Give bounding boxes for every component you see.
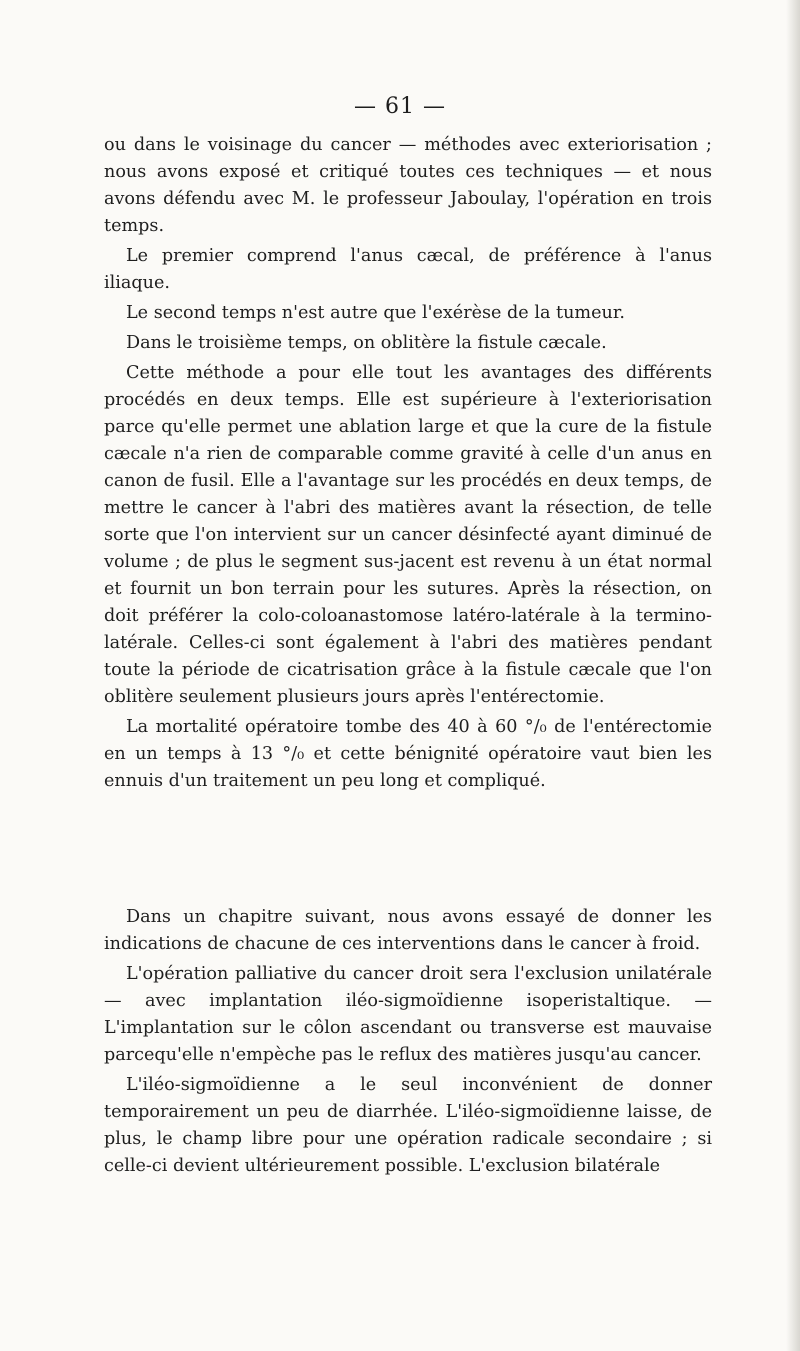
paragraph-5: Cette méthode a pour elle tout les avantages des différents procédés en deux temps. Elle est supérieure à l'exteriorisation parce qu'elle permet une ablation large et que la cure de la fistule cæcale n'a rien de comparable comme gravité à celle d'un anus en canon de fusil. Elle a l'avantage sur les procédés en deux temps, de mettre le cancer à l'abri des matières avant la résection, de telle sorte que l'on intervient sur un cancer désinfecté ayant diminué de volume ; de plus le segment sus-jacent est revenu à un état normal et fournit un bon terrain pour les sutures. Après la résection, on doit préférer la colo-coloanastomose latéro-latérale à la termino-latérale. Celles-ci sont également à l'abri des matières pendant toute la période de cicatrisation grâce à la fistule cæcale que l'on oblitère seulement plusieurs jours après l'entérectomie. [104, 363, 712, 707]
text-section-1 [104, 132, 712, 795]
paragraph-1: ou dans le voisinage du cancer — méthodes avec exteriorisation ; nous avons exposé et critiqué toutes ces techniques — et nous avons défendu avec M. le professeur Jaboulay, l'opération en trois temps. [104, 135, 712, 236]
paragraph-2: Le premier comprend l'anus cæcal, de préférence à l'anus iliaque. [104, 246, 712, 293]
paragraph-9: L'iléo-sigmoïdienne a le seul inconvénient de donner temporairement un peu de diarrhée. L'iléo-sigmoïdienne laisse, de plus, le champ libre pour une opération radicale secondaire ; si celle-ci devient ultérieurement possible. L'exclusion bilatérale [104, 1075, 712, 1176]
paragraph-4: Dans le troisième temps, on oblitère la fistule cæcale. [126, 333, 607, 353]
paragraph-7: Dans un chapitre suivant, nous avons essayé de donner les indications de chacune de ces interventions dans le cancer à froid. [104, 907, 712, 954]
paragraph-3: Le second temps n'est autre que l'exérèse de la tumeur. [126, 303, 625, 323]
page-edge-shadow [786, 0, 800, 1351]
page-number: — 61 — [354, 94, 446, 119]
text-section-2 [104, 904, 712, 1180]
paragraph-8: L'opération palliative du cancer droit sera l'exclusion unilatérale — avec implantation iléo-sigmoïdienne isoperistaltique. — L'implantation sur le côlon ascendant ou transverse est mauvaise parcequ'elle n'empèche pas le reflux des matières jusqu'au cancer. [104, 964, 712, 1065]
paragraph-6: La mortalité opératoire tombe des 40 à 60 °/₀ de l'entérectomie en un temps à 13 °/₀ et cette bénignité opératoire vaut bien les ennuis d'un traitement un peu long et compliqué. [104, 717, 712, 791]
